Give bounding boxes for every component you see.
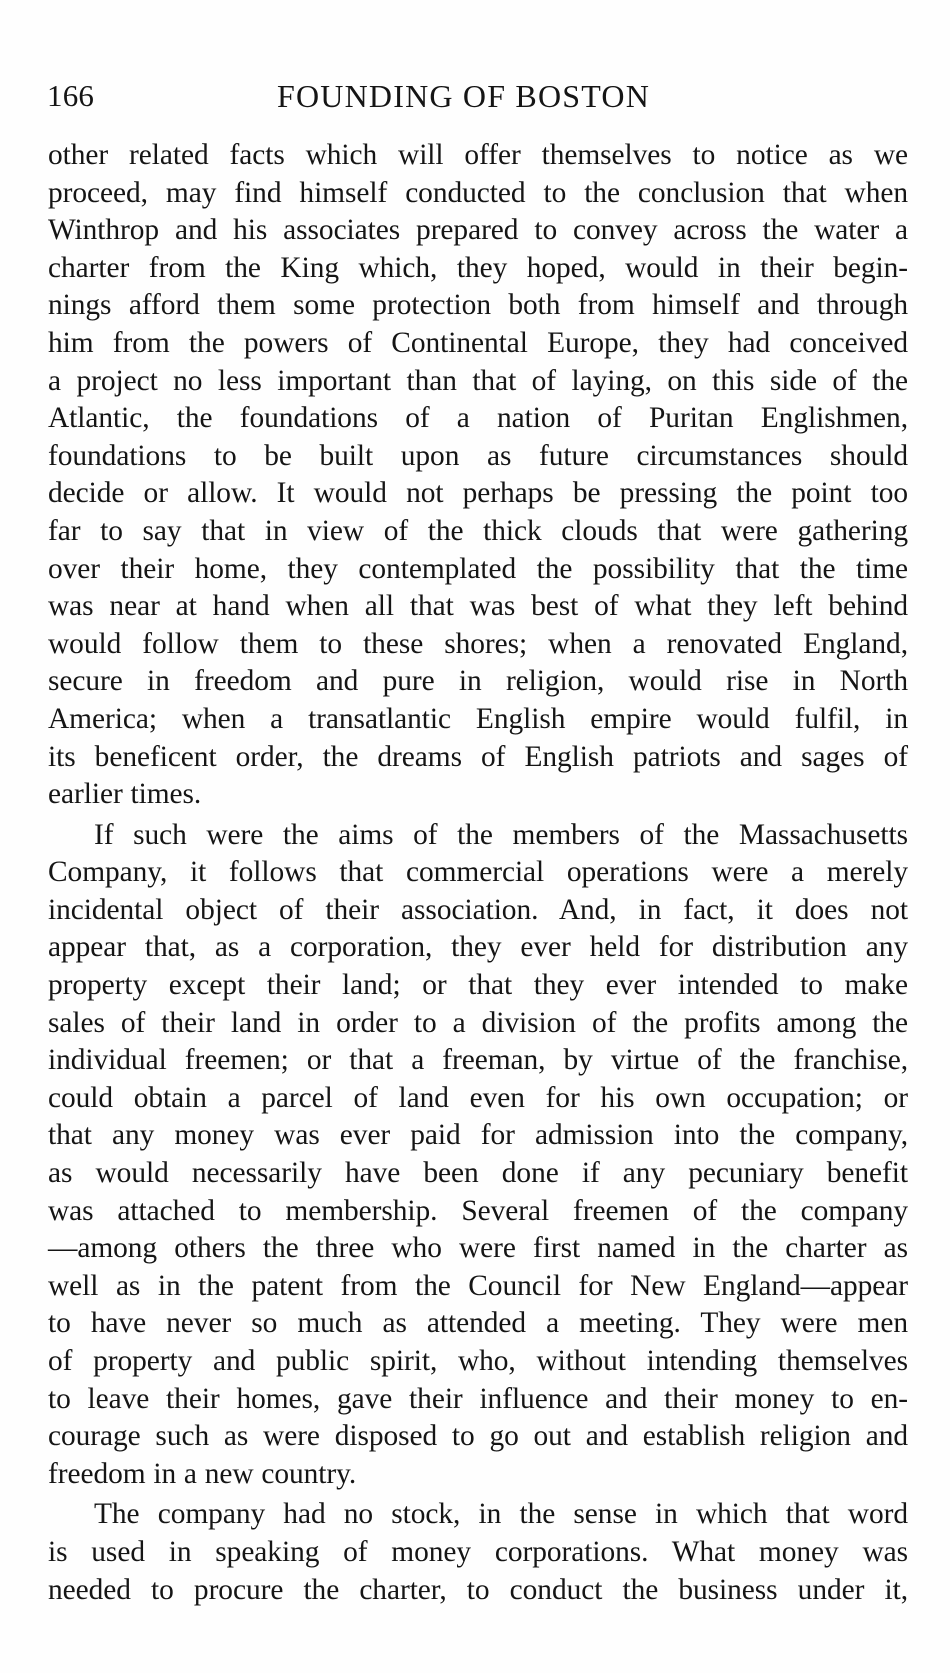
text-line: its beneficent order, the dreams of English patriots and sages of [48, 740, 908, 773]
text-line: him from the powers of Continental Europe, they had conceived [48, 326, 908, 359]
text-line: proceed, may find himself conducted to the conclusion that when [48, 176, 908, 209]
text-line: courage such as were disposed to go out and establish religion and [48, 1420, 908, 1453]
text-line: foundations to be built upon as future circumstances should [48, 439, 908, 472]
running-title: FOUNDING OF BOSTON [277, 78, 651, 114]
text-line: that any money was ever paid for admission into the company, [48, 1119, 908, 1152]
body-text [48, 137, 908, 1609]
paragraph-3 [48, 1496, 908, 1609]
text-line: could obtain a parcel of land even for his own occupation; or [48, 1081, 908, 1114]
text-line: nings afford them some protection both from himself and through [48, 289, 908, 322]
text-line: —among others the three who were first named in the charter as [48, 1232, 908, 1265]
text-line: decide or allow. It would not perhaps be pressing the point too [48, 477, 908, 510]
text-line: to have never so much as attended a meeting. They were men [48, 1307, 908, 1340]
text-line: The company had no stock, in the sense in which that word [94, 1498, 908, 1531]
text-line: incidental object of their association. And, in fact, it does not [48, 893, 908, 926]
text-line: appear that, as a corporation, they ever held for distribution any [48, 931, 908, 964]
text-line: Atlantic, the foundations of a nation of Puritan Englishmen, [48, 402, 908, 435]
text-line: over their home, they contemplated the possibility that the time [48, 552, 908, 585]
text-line: If such were the aims of the members of the Massachusetts [94, 818, 908, 851]
text-line: America; when a transatlantic English empire would fulfil, in [48, 702, 908, 735]
text-line: Company, it follows that commercial operations were a merely [48, 856, 908, 889]
text-line: other related facts which will offer themselves to notice as we [48, 139, 908, 171]
text-line: as would necessarily have been done if any pecuniary benefit [48, 1157, 908, 1190]
text-line: Winthrop and his associates prepared to convey across the water a [48, 214, 908, 247]
text-line: far to say that in view of the thick clouds that were gathering [48, 514, 908, 547]
text-line: was near at hand when all that was best of what they left behind [48, 590, 908, 623]
paragraph-1 [48, 137, 908, 814]
text-line: would follow them to these shores; when a renovated England, [48, 627, 908, 660]
text-line: a project no less important than that of laying, on this side of the [48, 364, 908, 397]
text-line: property except their land; or that they ever intended to make [48, 969, 908, 1002]
text-line: is used in speaking of money corporations. What money was [48, 1535, 908, 1568]
text-line: individual freemen; or that a freeman, by virtue of the franchise, [48, 1044, 908, 1077]
text-line: well as in the patent from the Council for New England—appear [48, 1269, 908, 1302]
running-head [47, 76, 907, 116]
text-line: to leave their homes, gave their influence and their money to en- [48, 1382, 908, 1415]
text-line: freedom in a new country. [48, 1457, 357, 1490]
text-line: sales of their land in order to a division of the profits among the [48, 1006, 908, 1039]
text-line: needed to procure the charter, to conduct the business under it, [48, 1573, 908, 1606]
text-line: of property and public spirit, who, without intending themselves [48, 1345, 908, 1377]
page-number: 166 [47, 78, 95, 113]
text-line: was attached to membership. Several freemen of the company [48, 1194, 908, 1227]
paragraph-2 [48, 817, 908, 1494]
text-line: charter from the King which, they hoped, would in their begin- [48, 251, 908, 284]
text-line: secure in freedom and pure in religion, would rise in North [48, 665, 908, 698]
text-line: earlier times. [48, 778, 202, 811]
